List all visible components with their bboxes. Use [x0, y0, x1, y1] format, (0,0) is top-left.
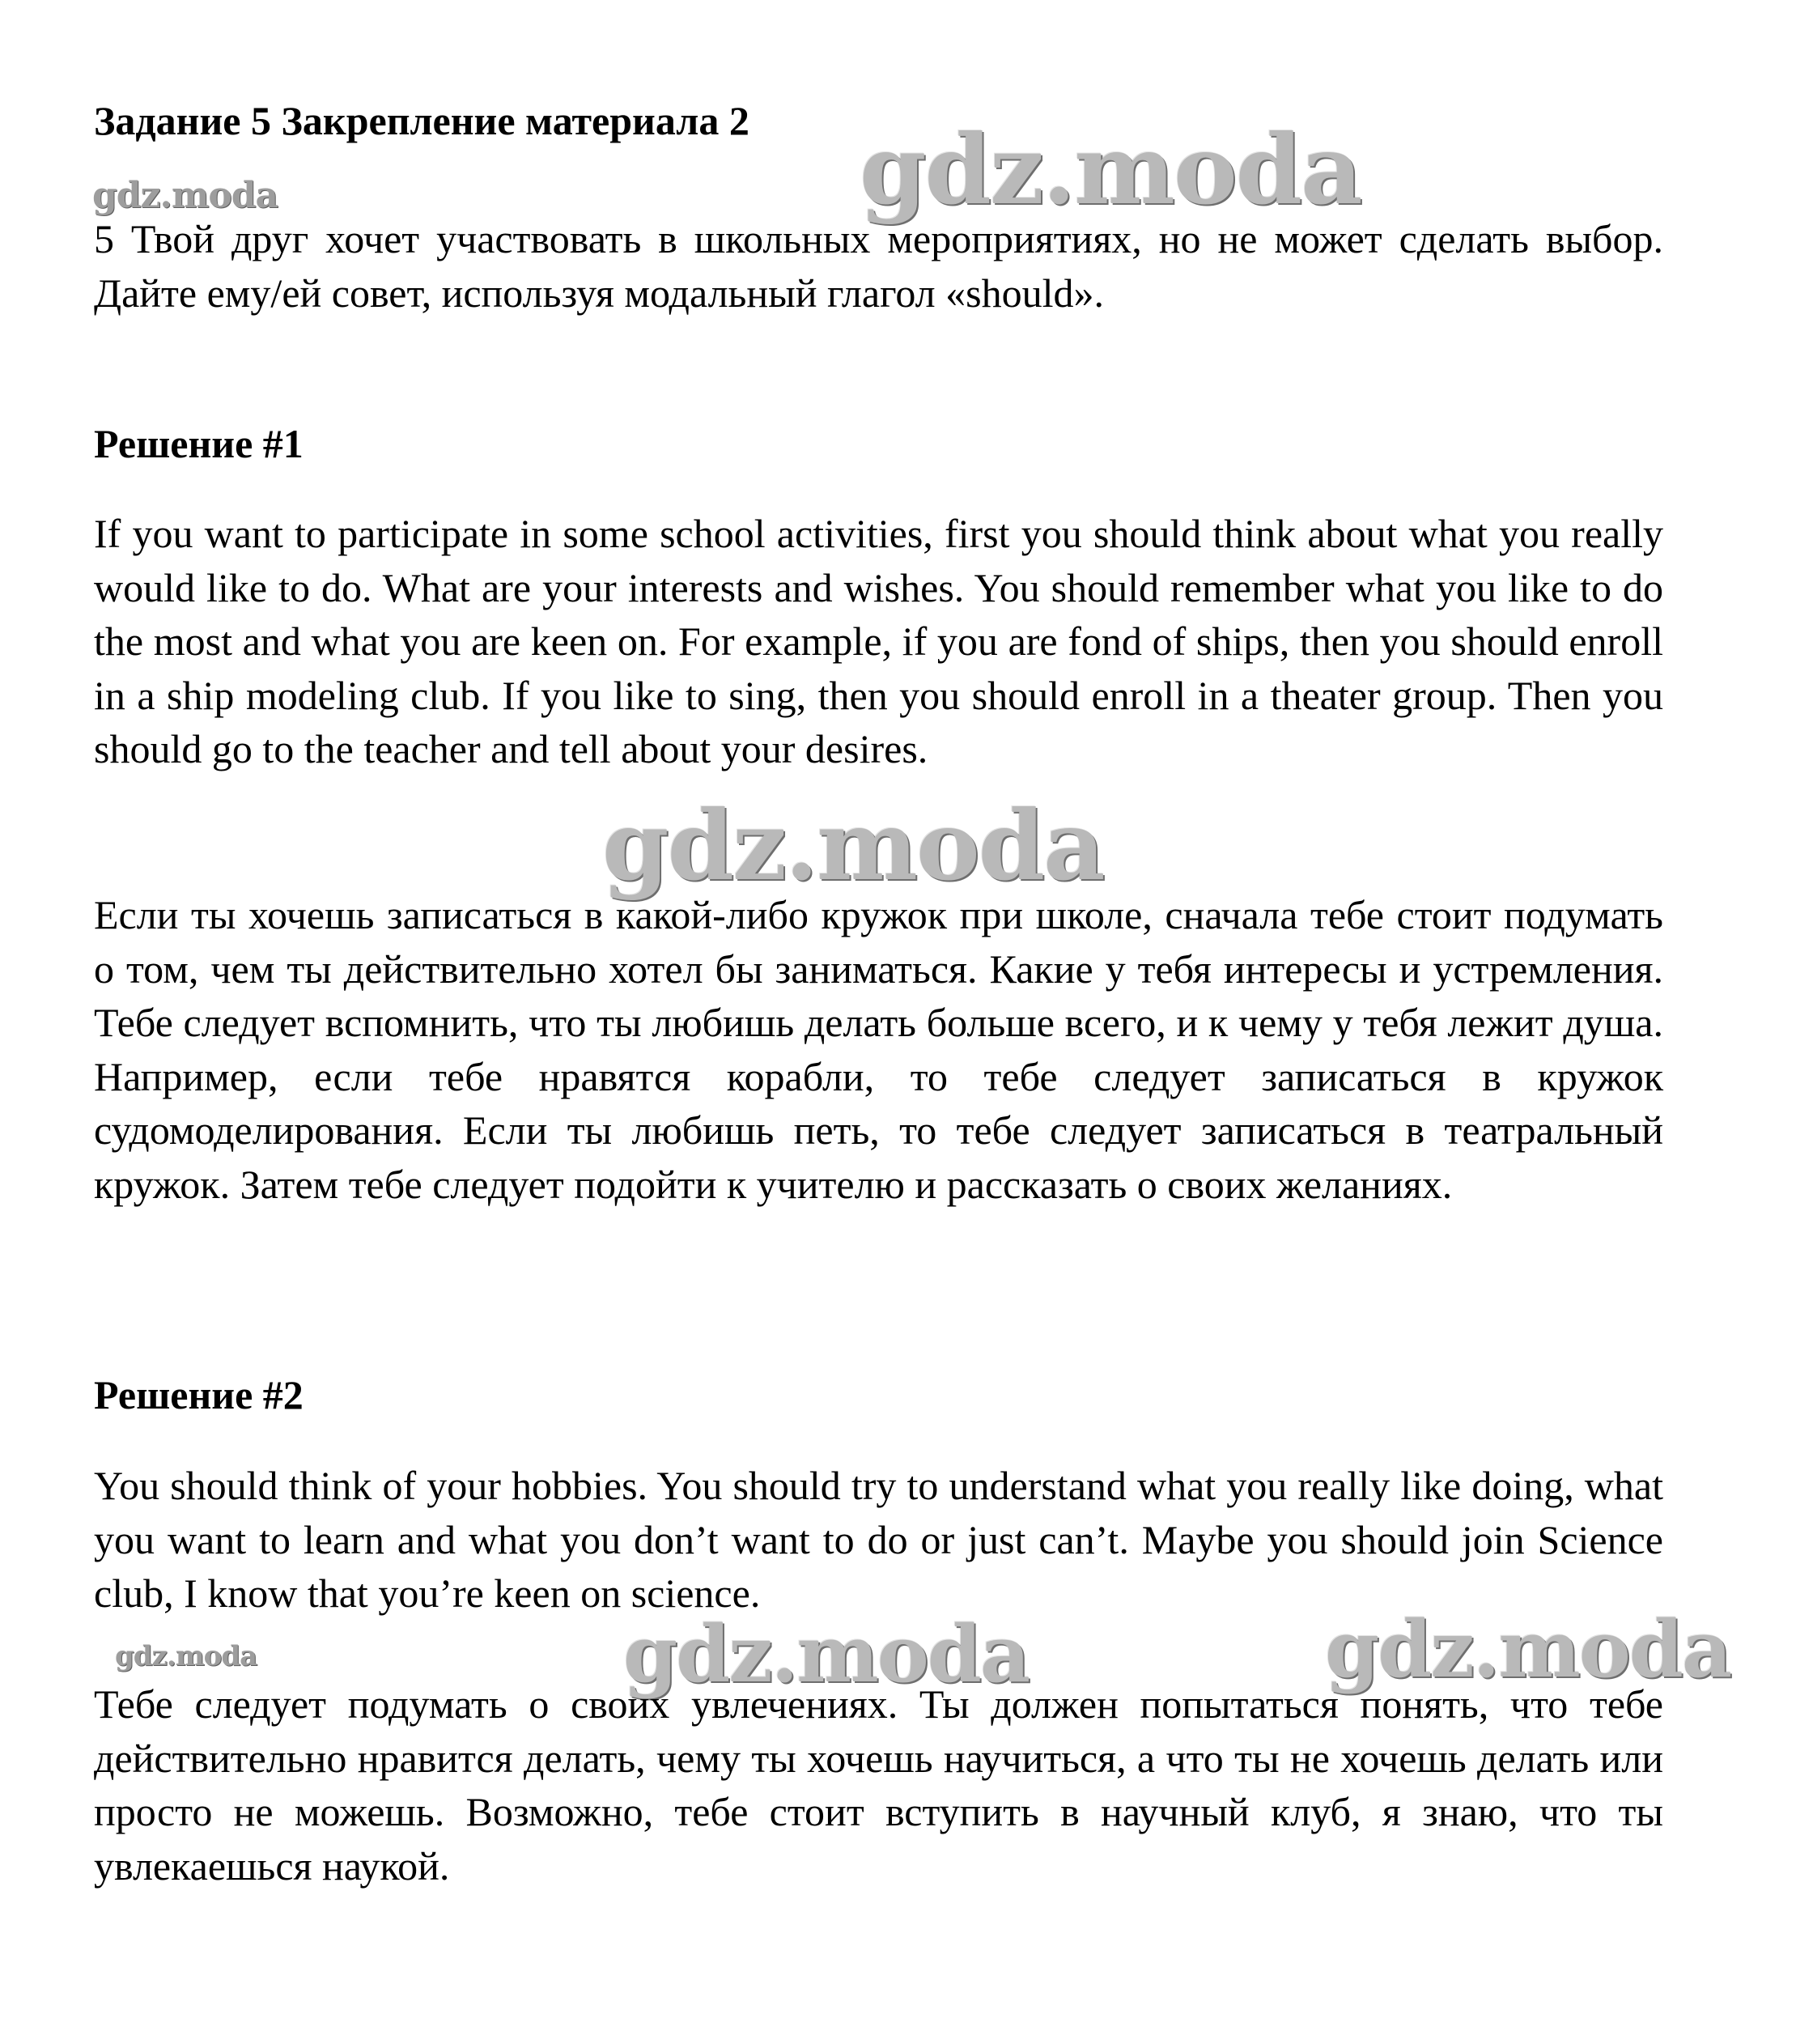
solution-1-english: If you want to participate in some school activities, first you should think about what you really would like to do. What are your interests and wishes. You should remember what you like to do the most and what you are keen on. For example, if you are fond of ships, then you should enroll in a ship modeling club. If you like to sing, then you should enroll in a theater group. Then you should go to the teacher and tell about your desires.: [94, 511, 1663, 771]
solution-2-english: You should think of your hobbies. You should try to understand what you really like doing, what you want to learn and what you don’t want to do or just can’t. Maybe you should join Science club, I know that you’re keen on science.: [94, 1463, 1663, 1616]
watermark-logo: gdz.moda: [623, 1608, 1030, 1700]
solution-2-russian: Тебе следует подумать о своих увлечениях. Ты должен попытаться понять, что тебе действительно нравится делать, чему ты хочешь научиться, а что ты не хочешь делать или просто не можешь. Возможно, тебе стоит вступить в научный клуб, я знаю, что ты увлекаешься наукой.: [94, 1681, 1663, 1889]
solution-1-heading: Решение #1: [94, 421, 304, 466]
watermark-logo: gdz.moda: [860, 113, 1361, 226]
watermark-logo: gdz.moda: [1325, 1604, 1731, 1695]
task-prompt: 5 Твой друг хочет участвовать в школьных мероприятиях, но не может сделать выбор. Дайте ему/ей совет, используя модальный глагол «should».: [94, 216, 1663, 316]
solution-1-russian: Если ты хочешь записаться в какой-либо кружок при школе, сначала тебе стоит подумать о том, чем ты действительно хотел бы заниматься. Какие у тебя интересы и устремления. Тебе следует вспомнить, что ты любишь делать больше всего, и к чему у тебя лежит душа. Например, если тебе нравятся корабли, то тебе следует записаться в кружок судомоделирования. Если ты любишь петь, то тебе следует записаться в театральный кружок. Затем тебе следует подойти к учителю и рассказать о своих желаниях.: [94, 892, 1663, 1207]
watermark-logo-small: gdz.moda: [115, 1640, 257, 1672]
watermark-logo-small: gdz.moda: [92, 175, 278, 216]
solution-2-heading: Решение #2: [94, 1372, 304, 1417]
task-title: Задание 5 Закрепление материала 2: [94, 98, 749, 143]
watermark-logo: gdz.moda: [602, 789, 1104, 902]
